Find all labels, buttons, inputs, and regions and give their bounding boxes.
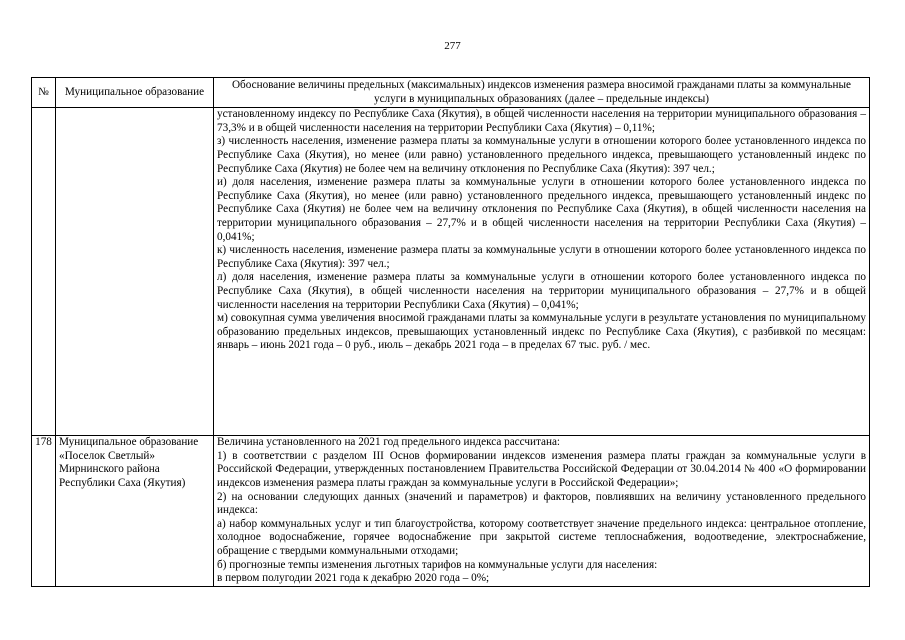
row-num <box>32 108 56 436</box>
row-num: 178 <box>32 436 56 587</box>
paragraph: установленному индексу по Республике Саха (Якутия), в общей численности населения на территории муниципального образования – 73,3% и в общей численности населения на территории Республики Саха (Якутия) – 0,11%; <box>217 108 866 134</box>
paragraph: 1) в соответствии с разделом III Основ формировании индексов изменения размера платы граждан за коммунальные услуги в Российской Федерации, утвержденных постановлением Правительства Российской Федерации от 30.04.2014 № 400 «О формировании индексов изменения размера платы граждан за коммунальные услуги в Российской Федерации»; <box>217 449 866 489</box>
header-num: № <box>32 78 56 108</box>
justification-table <box>31 77 870 587</box>
paragraph: а) набор коммунальных услуг и тип благоустройства, которому соответствует значение предельного индекса: центральное отопление, холодное водоснабжение, горячее водоснабжение при закрытой системе теплоснабжения, водоотведение, электроснабжение, обращение с твердыми коммунальными отходами; <box>217 517 866 557</box>
paragraph: в первом полугодии 2021 года к декабрю 2020 года – 0%; <box>217 572 490 585</box>
paragraph: м) совокупная сумма увеличения вносимой гражданами платы за коммунальные услуги в результате установления по муниципальному образованию предельных индексов, превышающих установленный индекс по Республике Саха (Якутия), с разбивкой по месяцам: январь – июнь 2021 года – 0 руб., июль – декабрь 2021 года – в пределах 67 тыс. руб. / мес. <box>217 312 866 352</box>
table-row <box>32 108 870 436</box>
paragraph: к) численность населения, изменение размера платы за коммунальные услуги в отношении которого более установленного индекса по Республике Саха (Якутия): 397 чел.; <box>217 244 866 270</box>
row-municipality <box>56 108 214 436</box>
row-justification <box>214 108 870 436</box>
page-number: 277 <box>444 40 461 52</box>
paragraph: и) доля населения, изменение размера платы за коммунальные услуги в отношении которого более установленного индекса по Республике Саха (Якутия), но менее (или равно) установленного предельного индекса, превышающего установленный индекс по Республике Саха (Якутия) не более чем на величину отклонения по Республике Саха (Якутия), в общей численности населения на территории муниципального образования – 27,7% и в общей численности населения на территории Республики Саха (Якутия) – 0,041%; <box>217 176 866 243</box>
header-justification: Обоснование величины предельных (максимальных) индексов изменения размера вносимой гражданами платы за коммунальные услуги в муниципальных образованиях (далее – предельные индексы) <box>214 78 870 108</box>
table-header-row <box>32 78 870 108</box>
row-municipality: Муниципальное образование «Поселок Светлый» Мирнинского района Республики Саха (Якутия) <box>56 436 214 587</box>
paragraph: з) численность населения, изменение размера платы за коммунальные услуги в отношении которого более установленного индекса по Республике Саха (Якутия), но менее (или равно) установленного предельного индекса, превышающего установленный индекс по Республике Саха (Якутия) не более чем на величину отклонения по Республике Саха (Якутия): 397 чел.; <box>217 135 866 175</box>
row-justification <box>214 436 870 587</box>
header-municipality: Муниципальное образование <box>56 78 214 108</box>
paragraph: 2) на основании следующих данных (значений и параметров) и факторов, повлиявших на величину установленного предельного индекса: <box>217 490 866 517</box>
paragraph: Величина установленного на 2021 год предельного индекса рассчитана: <box>217 436 561 449</box>
paragraph: л) доля населения, изменение размера платы за коммунальные услуги в отношении которого более установленного индекса по Республике Саха (Якутия), в общей численности населения на территории муниципального образования – 27,7% и в общей численности населения на территории Республики Саха (Якутия) – 0,041%; <box>217 271 866 311</box>
paragraph: б) прогнозные темпы изменения льготных тарифов на коммунальные услуги для населения: <box>217 558 658 571</box>
table-row <box>32 436 870 587</box>
